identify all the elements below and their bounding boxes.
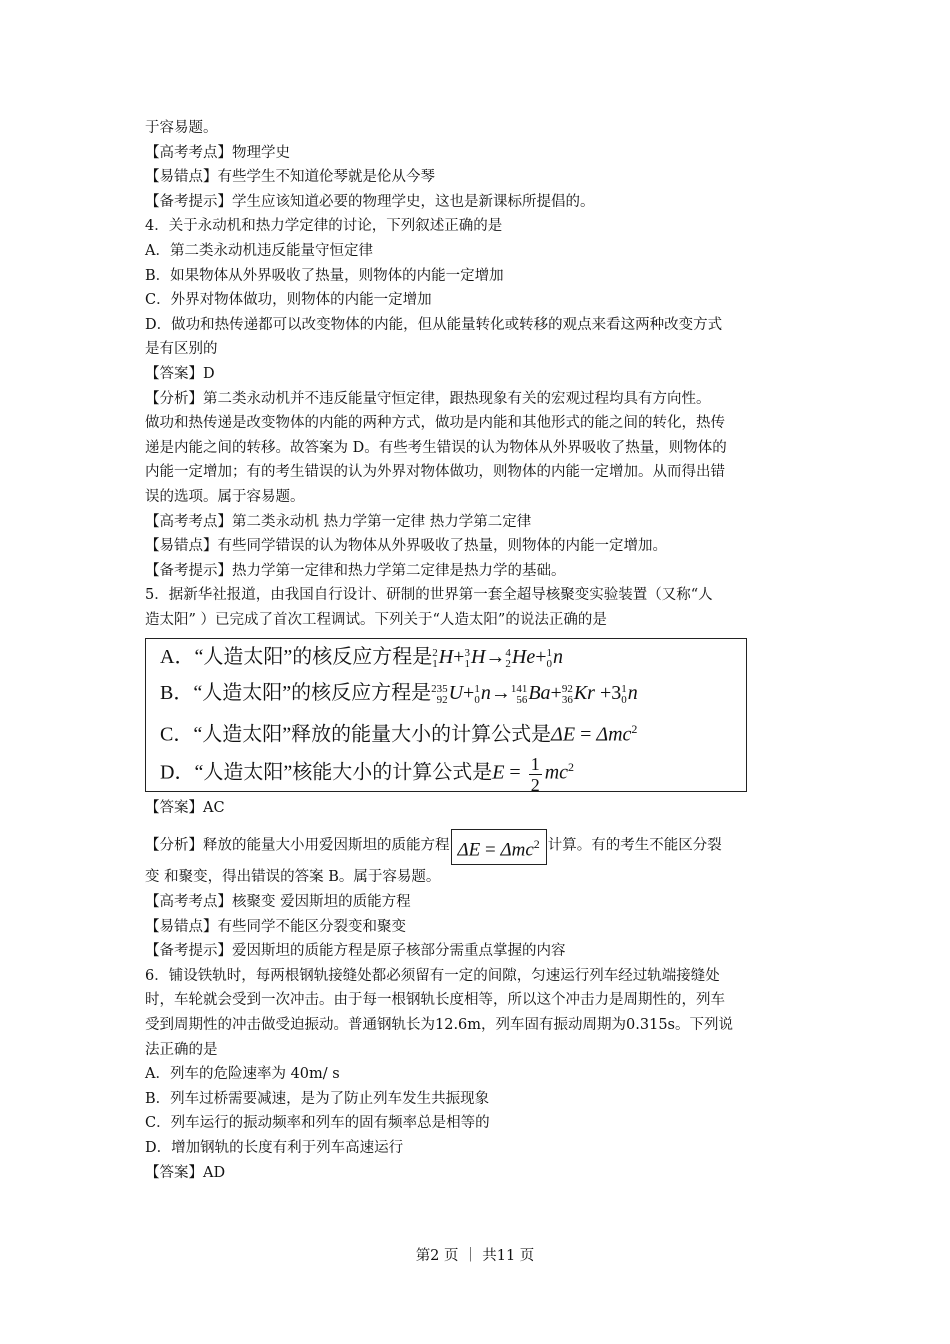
text-line: D．做功和热传递都可以改变物体的内能，但从能量转化或转移的观点来看这两种改变方式: [145, 316, 723, 333]
text-line: 误的选项。属于容易题。: [145, 488, 305, 505]
text-line: 【高考考点】核聚变 爱因斯坦的质能方程: [145, 893, 411, 910]
text-line: 做功和热传递是改变物体的内能的两种方式，做功是内能和其他形式的能之间的转化，热传: [145, 415, 725, 432]
text-line: C．外界对物体做功，则物体的内能一定增加: [145, 292, 432, 309]
q5-options-formula-box: [145, 638, 747, 796]
text-line: 【易错点】有些学生不知道伦琴就是伦从今琴: [145, 169, 435, 186]
text-line: 4．关于永动机和热力学定律的讨论，下列叙述正确的是: [145, 218, 503, 235]
mass-energy-formula-box: ΔE = Δmc$^2$: [451, 829, 547, 865]
text-line: 【答案】AD: [145, 1164, 226, 1181]
text-line: 是有区别的: [145, 341, 218, 358]
text-line: 6．铺设铁轨时，每两根钢轨接缝处都必须留有一定的间隙，匀速运行列车经过轨端接缝处: [145, 967, 720, 984]
text-line: A．第二类永动机违反能量守恒定律: [145, 242, 373, 259]
text-line: A．列车的危险速率为 40m/ s: [145, 1066, 340, 1083]
text-line: 【答案】D: [145, 365, 215, 382]
q5-option-a: A．“人造太阳”的核反应方程是 2 1 H+ 3 1 H→ 4 2 He+ 1 0 n: [160, 646, 563, 670]
text-line: 【高考考点】第二类永动机 热力学第一定律 热力学第二定律: [145, 513, 532, 530]
text-line: 【分析】第二类永动机并不违反能量守恒定律，跟热现象有关的宏观过程均具有方向性。: [145, 390, 711, 407]
text-line: B．列车过桥需要减速，是为了防止列车发生共振现象: [145, 1090, 490, 1107]
text-line: 造太阳” ）已完成了首次工程调试。下列关于“人造太阳”的说法正确的是: [145, 611, 607, 628]
text-line: 【备考提示】学生应该知道必要的物理学史，这也是新课标所提倡的。: [145, 193, 595, 210]
text-line: 于容易题。: [145, 120, 218, 136]
text-block-mid: [145, 865, 815, 1185]
q5-option-c: C．“人造太阳”释放的能量大小的计算公式是ΔE = Δmc$^2$: [160, 722, 638, 747]
text-line: 【易错点】有些同学错误的认为物体从外界吸收了热量，则物体的内能一定增加。: [145, 538, 667, 555]
text-line: 【备考提示】热力学第一定律和热力学第二定律是热力学的基础。: [145, 562, 566, 579]
page-body: [145, 116, 815, 1185]
q5-option-d: D．“人造太阳”核能大小的计算公式是E = $\frac{1}{2}$ $mc^2$: [160, 754, 575, 796]
page-footer: 第2 页 ｜ 共11 页: [415, 1248, 535, 1264]
text-line: D．增加钢轨的长度有利于列车高速运行: [145, 1139, 404, 1156]
text-line: 5．据新华社报道，由我国自行设计、研制的世界第一套全超导核聚变实验装置（又称“人: [145, 587, 713, 604]
q5-analysis-line: 【分析】释放的能量大小用爱因斯坦的质能方程 ΔE = Δmc$^2$ 计算。有的考生不能区分裂: [145, 829, 815, 865]
text-block-top: [145, 116, 815, 632]
fraction-half: $\frac{1}{2}$: [530, 754, 540, 796]
text-line: 受到周期性的冲击做受迫振动。普通钢轨长为12.6m，列车固有振动周期为0.315s。下列说: [145, 1016, 733, 1033]
text-line: 变 和聚变，得出错误的答案 B。属于容易题。: [145, 869, 441, 886]
text-line: 【备考提示】爱因斯坦的质能方程是原子核部分需重点掌握的内容: [145, 943, 566, 960]
text-line: B．如果物体从外界吸收了热量，则物体的内能一定增加: [145, 267, 504, 284]
text-line: 递是内能之间的转移。故答案为 D。有些考生错误的认为物体从外界吸收了热量，则物体的: [145, 439, 727, 456]
q5-answer: 【答案】AC: [145, 800, 225, 817]
q5-option-b: B．“人造太阳”的核反应方程是 235 92 U+ 1 0 n→ 141 56 Ba+ 92 36 Kr +3 1 0 n: [160, 682, 638, 706]
text-line: 时，车轮就会受到一次冲击。由于每一根钢轨长度相等，所以这个冲击力是周期性的，列车: [145, 992, 725, 1009]
text-line: 内能一定增加；有的考生错误的认为外界对物体做功，则物体的内能一定增加。从而得出错: [145, 464, 725, 481]
text-line: C．列车运行的振动频率和列车的固有频率总是相等的: [145, 1115, 490, 1132]
text-line: 法正确的是: [145, 1041, 218, 1058]
text-line: 【高考考点】物理学史: [145, 144, 290, 161]
text-line: 【易错点】有些同学不能区分裂变和聚变: [145, 918, 406, 935]
